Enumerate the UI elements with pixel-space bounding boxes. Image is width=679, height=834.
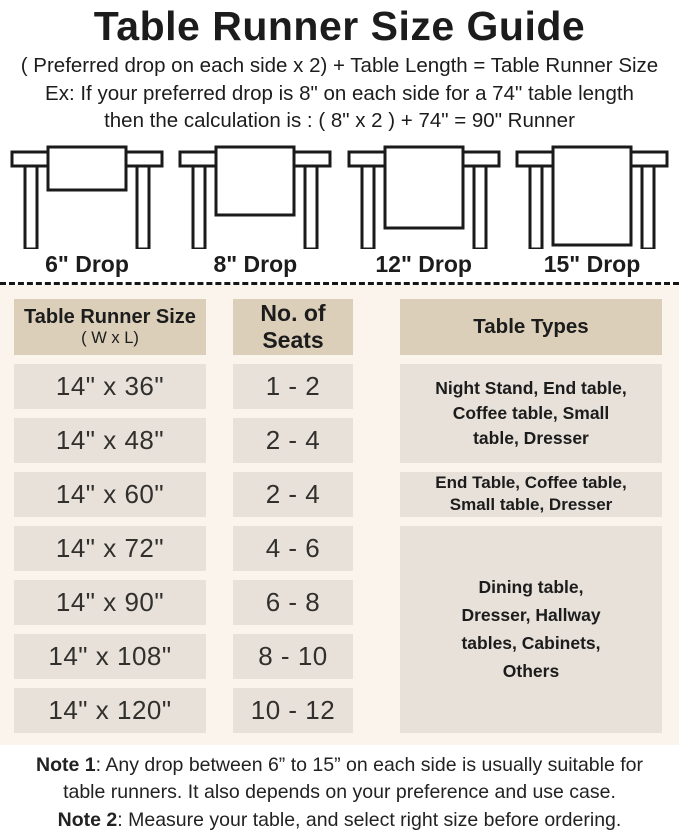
table-leg-left: [193, 166, 205, 249]
runner-rect: [48, 147, 126, 190]
table-leg-left: [362, 166, 374, 249]
runner-rect: [553, 147, 631, 245]
note-1-text: : Any drop between 6” to 15” on each side is usually suitable for: [96, 754, 643, 776]
header-runner-size-title: Table Runner Size: [24, 305, 196, 329]
size-cell: 14" x 72": [14, 526, 206, 571]
drop-figure-12: [343, 141, 505, 249]
column-table-types: [400, 299, 662, 733]
types-line: tables, Cabinets,: [461, 629, 600, 657]
table-types-cell-medium: [400, 472, 662, 517]
note-1-label: Note 1: [36, 754, 96, 776]
size-cell: 14" x 36": [14, 364, 206, 409]
note-1-line-2: table runners. It also depends on your preference and use case.: [0, 779, 679, 807]
seats-cell: 10 - 12: [233, 688, 353, 733]
table-leg-right: [474, 166, 486, 249]
runner-rect: [216, 147, 294, 215]
column-seats: [233, 299, 353, 733]
table-types-cell-large: [400, 526, 662, 733]
table-diagram-icon: [343, 141, 505, 249]
drop-labels-row: [0, 249, 679, 279]
table-leg-right: [642, 166, 654, 249]
column-runner-size: [14, 299, 206, 733]
types-line: Dining table,: [479, 573, 584, 601]
types-line: End Table, Coffee table,: [435, 472, 626, 494]
runner-rect: [385, 147, 463, 228]
header-cell-runner-size: [14, 299, 206, 355]
note-2-text: : Measure your table, and select right size before ordering.: [117, 809, 621, 831]
drop-label-6: 6" Drop: [6, 249, 168, 279]
formula-line-2: Ex: If your preferred drop is 8" on each side for a 74" table length: [0, 80, 679, 108]
drop-figures-row: [0, 135, 679, 249]
types-line: Others: [503, 657, 559, 685]
table-types-cell-small: [400, 364, 662, 463]
table-leg-right: [305, 166, 317, 249]
seats-cell: 6 - 8: [233, 580, 353, 625]
drop-figure-8: [174, 141, 336, 249]
table-leg-right: [137, 166, 149, 249]
note-2-label: Note 2: [58, 809, 118, 831]
header-runner-size-sub: ( W x L): [81, 329, 139, 348]
formula-line-3: then the calculation is : ( 8" x 2 ) + 74" = 90" Runner: [0, 107, 679, 135]
size-cell: 14" x 60": [14, 472, 206, 517]
types-line: Coffee table, Small: [453, 401, 610, 426]
table-diagram-icon: [174, 141, 336, 249]
table-diagram-icon: [511, 141, 673, 249]
size-cell: 14" x 120": [14, 688, 206, 733]
types-line: Small table, Dresser: [450, 494, 613, 516]
types-line: Dresser, Hallway: [461, 601, 600, 629]
size-guide-table: [0, 285, 679, 745]
header-cell-table-types: Table Types: [400, 299, 662, 355]
size-cell: 14" x 90": [14, 580, 206, 625]
table-leg-left: [25, 166, 37, 249]
table-diagram-icon: [6, 141, 168, 249]
drop-figure-15: [511, 141, 673, 249]
notes-block: [0, 745, 679, 834]
seats-cell: 2 - 4: [233, 418, 353, 463]
header-cell-seats: No. of Seats: [233, 299, 353, 355]
table-leg-left: [530, 166, 542, 249]
note-1-line-1: [0, 752, 679, 780]
formula-block: [0, 52, 679, 135]
seats-cell: 1 - 2: [233, 364, 353, 409]
drop-label-15: 15" Drop: [511, 249, 673, 279]
seats-cell: 4 - 6: [233, 526, 353, 571]
drop-label-8: 8" Drop: [174, 249, 336, 279]
size-cell: 14" x 48": [14, 418, 206, 463]
seats-cell: 2 - 4: [233, 472, 353, 517]
types-line: table, Dresser: [473, 426, 589, 451]
drop-figure-6: [6, 141, 168, 249]
page-title: Table Runner Size Guide: [0, 0, 679, 49]
types-line: Night Stand, End table,: [435, 376, 627, 401]
drop-label-12: 12" Drop: [343, 249, 505, 279]
formula-line-1: ( Preferred drop on each side x 2) + Table Length = Table Runner Size: [0, 52, 679, 80]
seats-cell: 8 - 10: [233, 634, 353, 679]
size-cell: 14" x 108": [14, 634, 206, 679]
note-2-line: [0, 807, 679, 834]
